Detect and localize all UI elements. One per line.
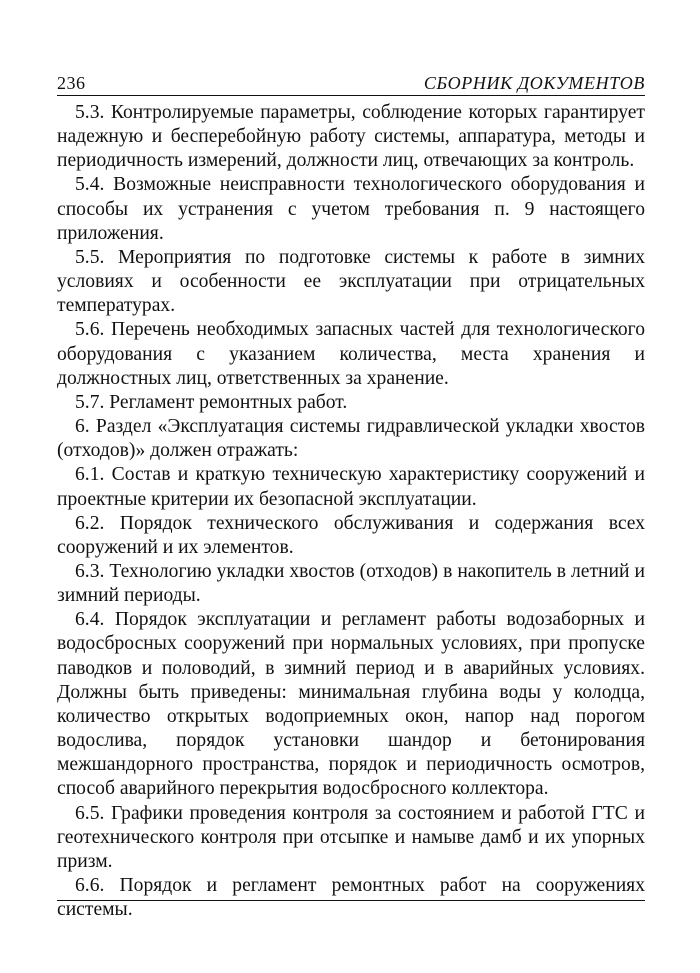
paragraph-6-6: 6.6. Порядок и регламент ремонтных работ на сооружениях системы. (57, 875, 645, 921)
paragraph-6-2: 6.2. Порядок технического обслуживания и содержания всех сооружений и их элементов. (57, 512, 645, 558)
collection-title: СБОРНИК ДОКУМЕНТОВ (423, 73, 645, 93)
paragraph-5-3: 5.3. Контролируемые параметры, соблюдение которых гарантирует надежную и бесперебойную работу системы, аппаратура, методы и периодичность измерений, должности лиц, отвечающих за контроль. (57, 102, 645, 172)
footer-rule (57, 900, 645, 901)
paragraph-5-4: 5.4. Возможные неисправности технологического оборудования и способы их устранения с учетом требования п. 9 настоящего приложения. (57, 174, 645, 244)
paragraph-5-5: 5.5. Мероприятия по подготовке системы к работе в зимних условиях и особенности ее эксплуатации при отрицательных температурах. (57, 246, 645, 317)
paragraph-6: 6. Раздел «Эксплуатация системы гидравлической укладки хвостов (отходов)» должен отражать: (57, 416, 645, 462)
page-number: 236 (57, 73, 86, 93)
page (57, 64, 645, 922)
paragraph-6-1: 6.1. Состав и краткую техническую характеристику сооружений и проектные критерии их безопасной эксплуатации. (57, 464, 645, 510)
paragraph-6-5: 6.5. Графики проведения контроля за состоянием и работой ГТС и геотехнического контроля при отсыпке и намыве дамб и их упорных призм. (57, 802, 645, 872)
document-body (57, 101, 645, 922)
paragraph-6-4: 6.4. Порядок эксплуатации и регламент работы водозаборных и водосбросных сооружений при нормальных условиях, при пропуске паводков и половодий, в зимний период и в аварийных условиях. Должны быть приведены: минимальная глубина воды у колодца, количество открытых водоприемных окон, напор над порогом водослива, порядок установки шандор и бетонирования межшандорного пространства, порядок и периодичность осмотров, способ аварийного перекрытия водосбросного коллектора. (57, 609, 645, 800)
paragraph-5-6: 5.6. Перечень необходимых запасных частей для технологического оборудования с указанием количества, места хранения и должностных лиц, ответственных за хранение. (57, 319, 645, 389)
paragraph-5-7: 5.7. Регламент ремонтных работ. (75, 391, 348, 413)
running-header (57, 64, 645, 96)
paragraph-6-3: 6.3. Технологию укладки хвостов (отходов) в накопитель в летний и зимний периоды. (57, 560, 645, 607)
